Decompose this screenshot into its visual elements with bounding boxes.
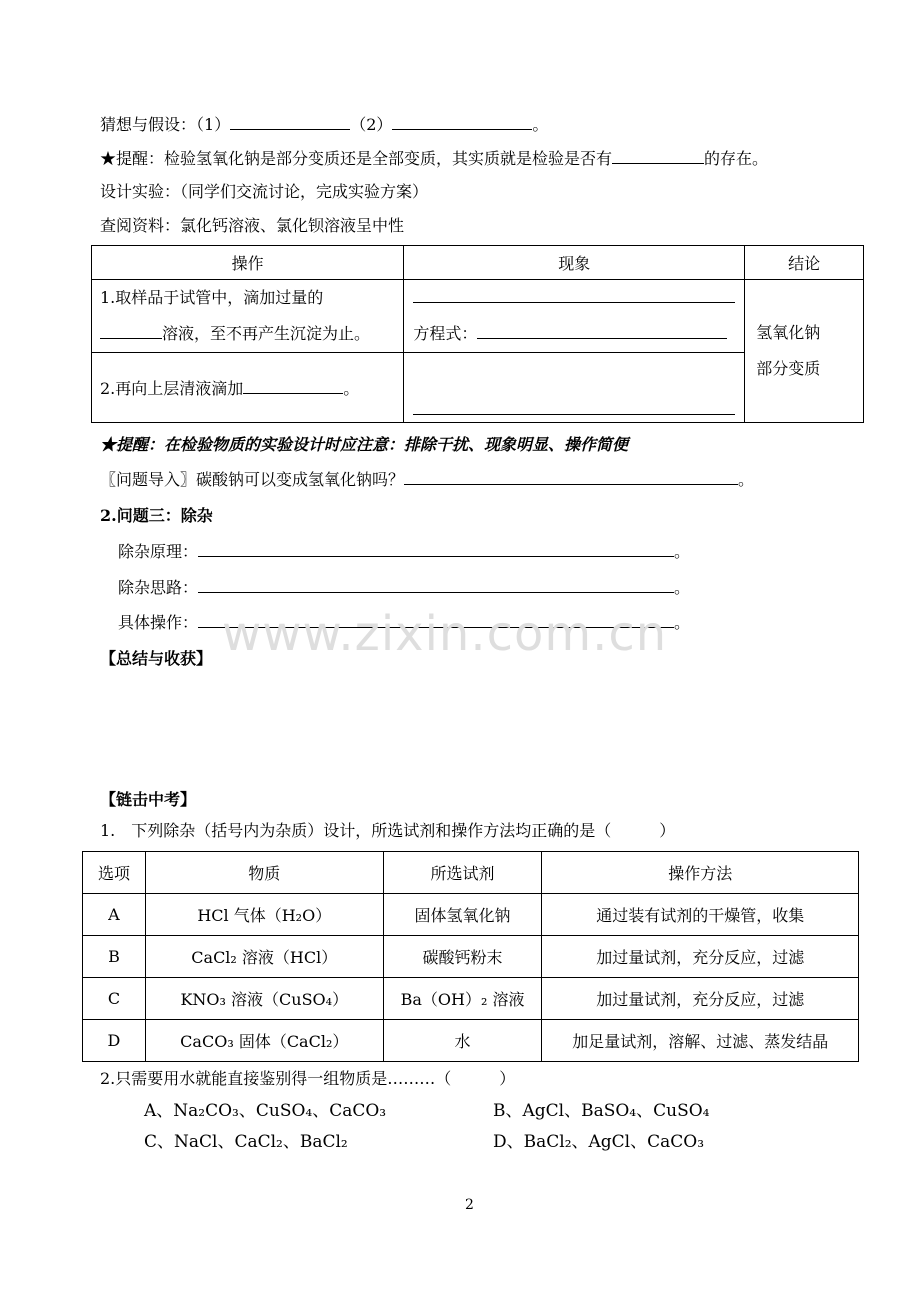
removal-operation-end: 。	[674, 613, 691, 632]
header-phenomenon: 现象	[404, 246, 745, 280]
experiment-row-1	[92, 280, 864, 353]
lead-in-blank[interactable]	[404, 468, 738, 485]
q1-reagent-cell: 固体氢氧化钠	[383, 894, 542, 936]
hypothesis-label: 猜想与假设：	[100, 115, 197, 134]
row2-end: 。	[343, 379, 360, 398]
hypothesis-marker-2: （2）	[350, 115, 393, 134]
removal-approach-blank[interactable]	[198, 576, 674, 593]
q1-method-cell: 加足量试剂，溶解、过滤、蒸发结晶	[542, 1020, 859, 1062]
exam-heading: 【链击中考】	[100, 790, 197, 809]
removal-approach-end: 。	[674, 578, 691, 597]
row1-phenomenon	[404, 280, 745, 353]
reminder-2: ★提醒：在检验物质的实验设计时应注意：排除干扰、现象明显、操作简便	[100, 435, 629, 454]
row2-operation-text: 2.再向上层清液滴加	[100, 379, 244, 398]
row1-operation-a: 1.取样品于试管中，滴加过量的	[100, 288, 324, 307]
q2-option-d[interactable]: D、BaCl₂、AgCl、CaCO₃	[493, 1132, 705, 1152]
removal-principle-end: 。	[674, 542, 691, 561]
q1-method-cell: 加过量试剂，充分反应，过滤	[542, 978, 859, 1020]
q1-header-option: 选项	[83, 852, 146, 894]
q2-option-b[interactable]: B、AgCl、BaSO₄、CuSO₄	[493, 1101, 710, 1121]
summary-heading: 【总结与收获】	[100, 649, 213, 668]
q1-option-cell: B	[83, 936, 146, 978]
q1-header-row	[83, 852, 859, 894]
watermark: www.zixin.com.cn	[222, 606, 668, 662]
question-3-title: 2.问题三：除杂	[100, 506, 213, 525]
row1-operation-b: 溶液，至不再产生沉淀为止。	[162, 324, 371, 343]
removal-operation	[118, 611, 690, 634]
q1-header-reagent: 所选试剂	[383, 852, 542, 894]
q1-reagent-cell: 水	[383, 1020, 542, 1062]
row1-equation-blank[interactable]	[477, 322, 727, 339]
q1-option-cell: C	[83, 978, 146, 1020]
header-operation: 操作	[92, 246, 404, 280]
q2-option-a[interactable]: A、Na₂CO₃、CuSO₄、CaCO₃	[144, 1101, 387, 1121]
row2-operation	[92, 353, 404, 423]
removal-approach-label: 除杂思路：	[118, 578, 199, 597]
conclusion-line-b: 部分变质	[756, 359, 821, 378]
q1-substance-cell: KNO₃ 溶液（CuSO₄）	[145, 978, 383, 1020]
q1-method-cell: 通过装有试剂的干燥管，收集	[542, 894, 859, 936]
reminder-1	[100, 147, 768, 170]
q1-reagent-cell: Ba（OH）₂ 溶液	[383, 978, 542, 1020]
consult-text: 查阅资料：氯化钙溶液、氯化钡溶液呈中性	[100, 216, 405, 235]
lead-in-end: 。	[738, 470, 755, 489]
header-conclusion: 结论	[745, 246, 864, 280]
hypothesis-blank-2[interactable]	[392, 113, 532, 130]
hypothesis-marker-1: （1）	[196, 115, 231, 134]
hypothesis-line	[100, 113, 548, 136]
lead-in	[100, 468, 754, 491]
removal-approach	[118, 576, 690, 599]
experiment-table	[91, 245, 864, 423]
design-text: 设计实验：（同学们交流讨论，完成实验方案）	[100, 182, 429, 201]
experiment-header-row	[92, 246, 864, 280]
question-1-table	[82, 851, 859, 1062]
row2-phenomenon-blank[interactable]	[413, 398, 735, 415]
q1-substance-cell: HCl 气体（H₂O）	[145, 894, 383, 936]
hypothesis-blank-1[interactable]	[230, 113, 350, 130]
lead-in-text: 〖问题导入〗碳酸钠可以变成氢氧化钠吗？	[100, 470, 405, 489]
q1-header-substance: 物质	[145, 852, 383, 894]
removal-principle-label: 除杂原理：	[118, 542, 199, 561]
q1-substance-cell: CaCO₃ 固体（CaCl₂）	[145, 1020, 383, 1062]
row2-reagent-blank[interactable]	[243, 377, 343, 394]
row2-phenomenon	[404, 353, 745, 423]
q1-header-method: 操作方法	[542, 852, 859, 894]
question-1: 1. 下列除杂（括号内为杂质）设计，所选试剂和操作方法均正确的是（ ）	[100, 821, 676, 840]
question-2: 2.只需要用水就能直接鉴别得一组物质是………（ ）	[100, 1069, 516, 1088]
q1-option-cell: D	[83, 1020, 146, 1062]
table-row	[83, 978, 859, 1020]
q1-method-cell: 加过量试剂，充分反应，过滤	[542, 936, 859, 978]
q1-option-cell: A	[83, 894, 146, 936]
removal-operation-label: 具体操作：	[118, 613, 199, 632]
reminder-1-end: 的存在。	[704, 149, 769, 168]
conclusion-cell	[745, 280, 864, 423]
table-row	[83, 894, 859, 936]
reminder-1-blank[interactable]	[612, 147, 704, 164]
row1-operation	[92, 280, 404, 353]
q1-reagent-cell: 碳酸钙粉末	[383, 936, 542, 978]
row1-phenomenon-blank[interactable]	[413, 286, 735, 303]
q1-substance-cell: CaCl₂ 溶液（HCl）	[145, 936, 383, 978]
removal-operation-blank[interactable]	[198, 611, 674, 628]
removal-principle	[118, 540, 690, 563]
row1-equation-label: 方程式：	[413, 324, 478, 343]
conclusion-line-a: 氢氧化钠	[756, 323, 821, 342]
removal-principle-blank[interactable]	[198, 540, 674, 557]
row1-reagent-blank[interactable]	[100, 322, 162, 339]
hypothesis-end: 。	[532, 115, 549, 134]
star-icon: ★	[100, 149, 117, 168]
reminder-1-text: 提醒：检验氢氧化钠是部分变质还是全部变质，其实质就是检验是否有	[116, 149, 613, 168]
page-number: 2	[465, 1197, 474, 1213]
table-row	[83, 936, 859, 978]
table-row	[83, 1020, 859, 1062]
q2-option-c[interactable]: C、NaCl、CaCl₂、BaCl₂	[144, 1132, 348, 1152]
